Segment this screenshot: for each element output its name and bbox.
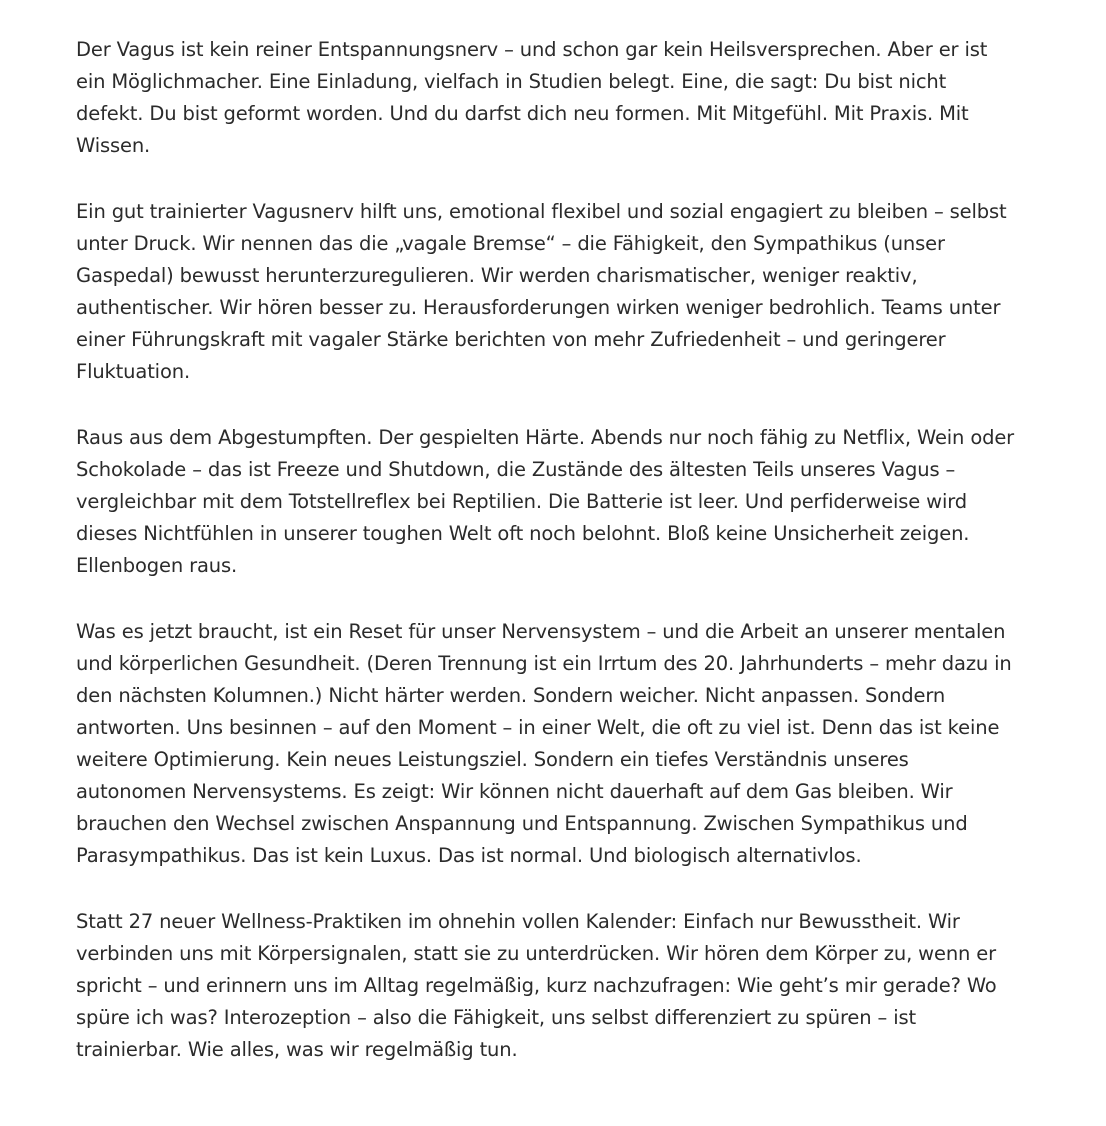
paragraph-2: Ein gut trainierter Vagusnerv hilft uns, emotional flexibel und sozial engagiert zu bleiben – selbst unter Druck. Wir nennen das die „vagale Bremse“ – die Fähigkeit, den Sympathikus (unser Gaspedal) bewusst herunterzuregulieren. Wir werden charismatischer, weniger reaktiv, authentischer. Wir hören besser zu. Herausforderungen wirken weniger bedrohlich. Teams unter einer Führungskraft mit vagaler Stärke berichten von mehr Zufriedenheit – und geringerer Fluktuation. (76, 200, 1007, 383)
article-body (76, 34, 1016, 1066)
paragraph-3: Raus aus dem Abgestumpften. Der gespielten Härte. Abends nur noch fähig zu Netflix, Wein oder Schokolade – das ist Freeze und Shutdown, die Zustände des ältesten Teils unseres Vagus – vergleichbar mit dem Totstellreflex bei Reptilien. Die Batterie ist leer. Und perfiderweise wird dieses Nichtfühlen in unserer toughen Welt oft noch belohnt. Bloß keine Unsicherheit zeigen. Ellenbogen raus. (76, 426, 1015, 577)
paragraph-4: Was es jetzt braucht, ist ein Reset für unser Nervensystem – und die Arbeit an unserer mentalen und körperlichen Gesundheit. (Deren Trennung ist ein Irrtum des 20. Jahrhunderts – mehr dazu in den nächsten Kolumnen.) Nicht härter werden. Sondern weicher. Nicht anpassen. Sondern antworten. Uns besinnen – auf den Moment – in einer Welt, die oft zu viel ist. Denn das ist keine weitere Optimierung. Kein neues Leistungsziel. Sondern ein tiefes Verständnis unseres autonomen Nervensystems. Es zeigt: Wir können nicht dauerhaft auf dem Gas bleiben. Wir brauchen den Wechsel zwischen Anspannung und Entspannung. Zwischen Sympathikus und Parasympathikus. Das ist kein Luxus. Das ist normal. Und biologisch alternativlos. (76, 620, 1012, 867)
paragraph-1: Der Vagus ist kein reiner Entspannungsnerv – und schon gar kein Heilsversprechen. Aber er ist ein Möglichmacher. Eine Einladung, vielfach in Studien belegt. Eine, die sagt: Du bist nicht defekt. Du bist geformt worden. Und du darfst dich neu formen. Mit Mitgefühl. Mit Praxis. Mit Wissen. (76, 38, 988, 157)
paragraph-5: Statt 27 neuer Wellness-Praktiken im ohnehin vollen Kalender: Einfach nur Bewusstheit. Wir verbinden uns mit Körpersignalen, statt sie zu unterdrücken. Wir hören dem Körper zu, wenn er spricht – und erinnern uns im Alltag regelmäßig, kurz nachzufragen: Wie geht’s mir gerade? Wo spüre ich was? Interozeption – also die Fähigkeit, uns selbst differenziert zu spüren – ist trainierbar. Wie alles, was wir regelmäßig tun. (76, 910, 997, 1061)
